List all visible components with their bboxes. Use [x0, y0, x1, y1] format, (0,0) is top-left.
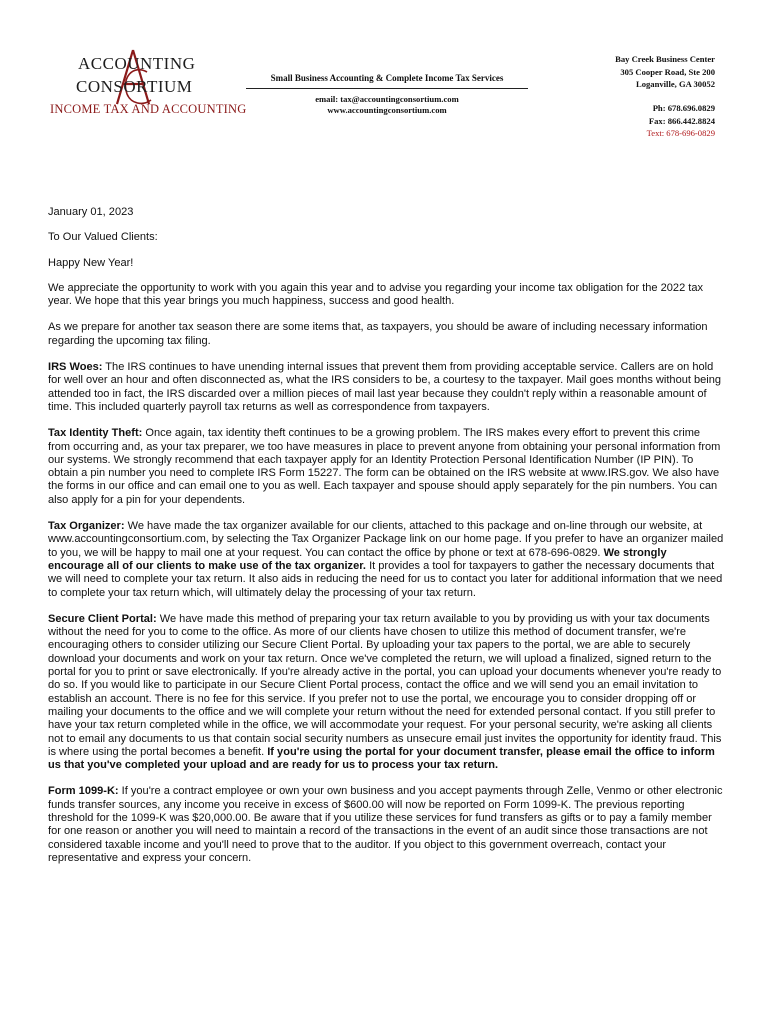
bold-tax-organizer: We strongly encourage all of our clients to make use of the tax organizer.: [48, 546, 667, 572]
company-address: [615, 53, 715, 91]
text-identity-theft: Once again, tax identity theft continues to be a growing problem. The IRS makes every effort to prevent this crime from occurring and, as your tax preparer, we too have measures in place to prevent anyone from obtaining your personal information from our systems. We strongly recommend that each taxpayer apply for an Identity Protection Personal Identification Number (IP PIN). To obtain a pin number you need to complete IRS Form 15227. The form can be obtained on the IRS website at www.IRS.gov. We also have the forms in our office and can email one to you as well. Each taxpayer and spouse should apply separately for the pin numbers. You can also apply for a pin for your dependents.: [48, 427, 721, 506]
letter-date: January 01, 2023: [48, 206, 134, 218]
contact-email-web: [246, 94, 528, 116]
paragraph-irs-woes: [48, 361, 724, 414]
paragraph-form-1099k: [48, 785, 724, 865]
address-line-3: Loganville, GA 30052: [635, 79, 715, 89]
contact-website: www.accountingconsortium.com: [327, 105, 447, 115]
heading-secure-portal: Secure Client Portal:: [48, 612, 157, 625]
contact-email: email: tax@accountingconsortium.com: [315, 94, 459, 104]
address-line-1: Bay Creek Business Center: [615, 54, 715, 64]
paragraph-tax-organizer: [48, 520, 724, 600]
text-tax-organizer-1: We have made the tax organizer available for our clients, attached to this package and on-line through our website, at www.accountingconsortium.com, by selecting the Tax Organizer Package link on our home page. If you prefer to have an organizer mailed to you, we will be happy to mail one at your request. You can contact the office by phone or text at 678-696-0829.: [48, 520, 724, 559]
letter-greeting: Happy New Year!: [48, 256, 134, 269]
text-tax-organizer-2: It provides a tool for taxpayers to gather the necessary documents that we will need to complete your tax return. It also aids in reducing the need for us to contact you later for additional information that we need to complete your tax return which, will ultimately delay the processing of your tax return.: [48, 559, 723, 599]
letter-salutation: To Our Valued Clients:: [48, 231, 158, 244]
heading-tax-organizer: Tax Organizer:: [48, 520, 125, 533]
text-secure-portal: We have made this method of preparing your tax return available to you by providing us with your tax documents without the need for you to come to the office. As more of our clients have chosen to utilize this method of document transfer, we're encouraging others to consider utilizing our Secure Client Portal. By uploading your tax papers to the portal, we are able to securely download your documents and work on your tax return. Once we've completed the return, we will upload a finalized, signed return to the portal for you to print or save electronically. If you're already active in the portal, you can upload your documents whenever you're ready to do so. If you would like to participate in our Secure Client Portal process, contact the office and we will send you an email invitation to establish an account. There is no fee for this service. If you prefer not to use the portal, we encourage you to consider dropping off or mailing your documents to the office and we will complete your return without the need for extended personal contact. If you still prefer to have your tax return completed while in the office, we will accommodate your request. For your personal security, we're asking all clients not to email any documents to us that contain social security numbers as unsecure email just invites the opportunity for identity fraud. This is where using the portal becomes a benefit.: [48, 612, 722, 758]
company-phones: [647, 102, 715, 140]
phone-number: Ph: 678.696.0829: [652, 103, 715, 113]
text-form-1099k: If you're a contract employee or own your own business and you accept payments through Zelle, Venmo or other electronic funds transfer sources, any income you receive in excess of $600.00 will now be reported on Form 1099-K. The previous reporting threshold for the 1099-K was $20,000.00. Be aware that if you utilize these services for fund transfers as gifts or to pay a family member for one reason or another you will need to maintain a record of the transactions in the event of an audit since those transactions are not considered taxable income and you'll need to prove that to the auditor. If you object to this government overreach, contact your representative and express your concern.: [48, 785, 723, 864]
logo-text-subtitle: INCOME TAX AND ACCOUNTING: [50, 102, 247, 116]
paragraph-prep: As we prepare for another tax season there are some items that, as taxpayers, you should be aware of including necessary information regarding the upcoming tax filing.: [48, 321, 708, 347]
logo-text-consortium: CONSORTIUM: [76, 77, 193, 96]
text-number: Text: 678-696-0829: [646, 128, 715, 138]
heading-form-1099k: Form 1099-K:: [48, 785, 119, 798]
letter-body: [48, 206, 724, 878]
logo-text-accounting: ACCOUNTING: [78, 54, 196, 73]
company-tagline: Small Business Accounting & Complete Income Tax Services: [246, 73, 528, 89]
heading-identity-theft: Tax Identity Theft:: [48, 427, 143, 440]
fax-number: Fax: 866.442.8824: [648, 115, 715, 126]
address-line-2: 305 Cooper Road, Ste 200: [620, 66, 715, 77]
paragraph-identity-theft: [48, 427, 724, 507]
paragraph-intro: We appreciate the opportunity to work with you again this year and to advise you regarding your income tax obligation for the 2022 tax year. We hope that this year brings you much happiness, success and good health.: [48, 281, 704, 308]
bold-secure-portal: If you're using the portal for your document transfer, please email the office to inform us that you've completed your upload and are ready for us to process your tax return.: [48, 745, 715, 772]
text-irs-woes: The IRS continues to have unending internal issues that prevent them from providing acceptable service. Callers are on hold for well over an hour and often disconnected as, what the IRS considers to be, a courtesy to the taxpayer. Mail goes months without being attended too in fact, the IRS discarded over a million pieces of mail last year because they couldn't reply within a reasonable amount of time. This included quarterly payroll tax returns as well as correspondence from taxpayers.: [48, 361, 722, 413]
paragraph-secure-portal: [48, 613, 724, 773]
company-logo: [48, 44, 247, 124]
heading-irs-woes: IRS Woes:: [48, 361, 103, 374]
